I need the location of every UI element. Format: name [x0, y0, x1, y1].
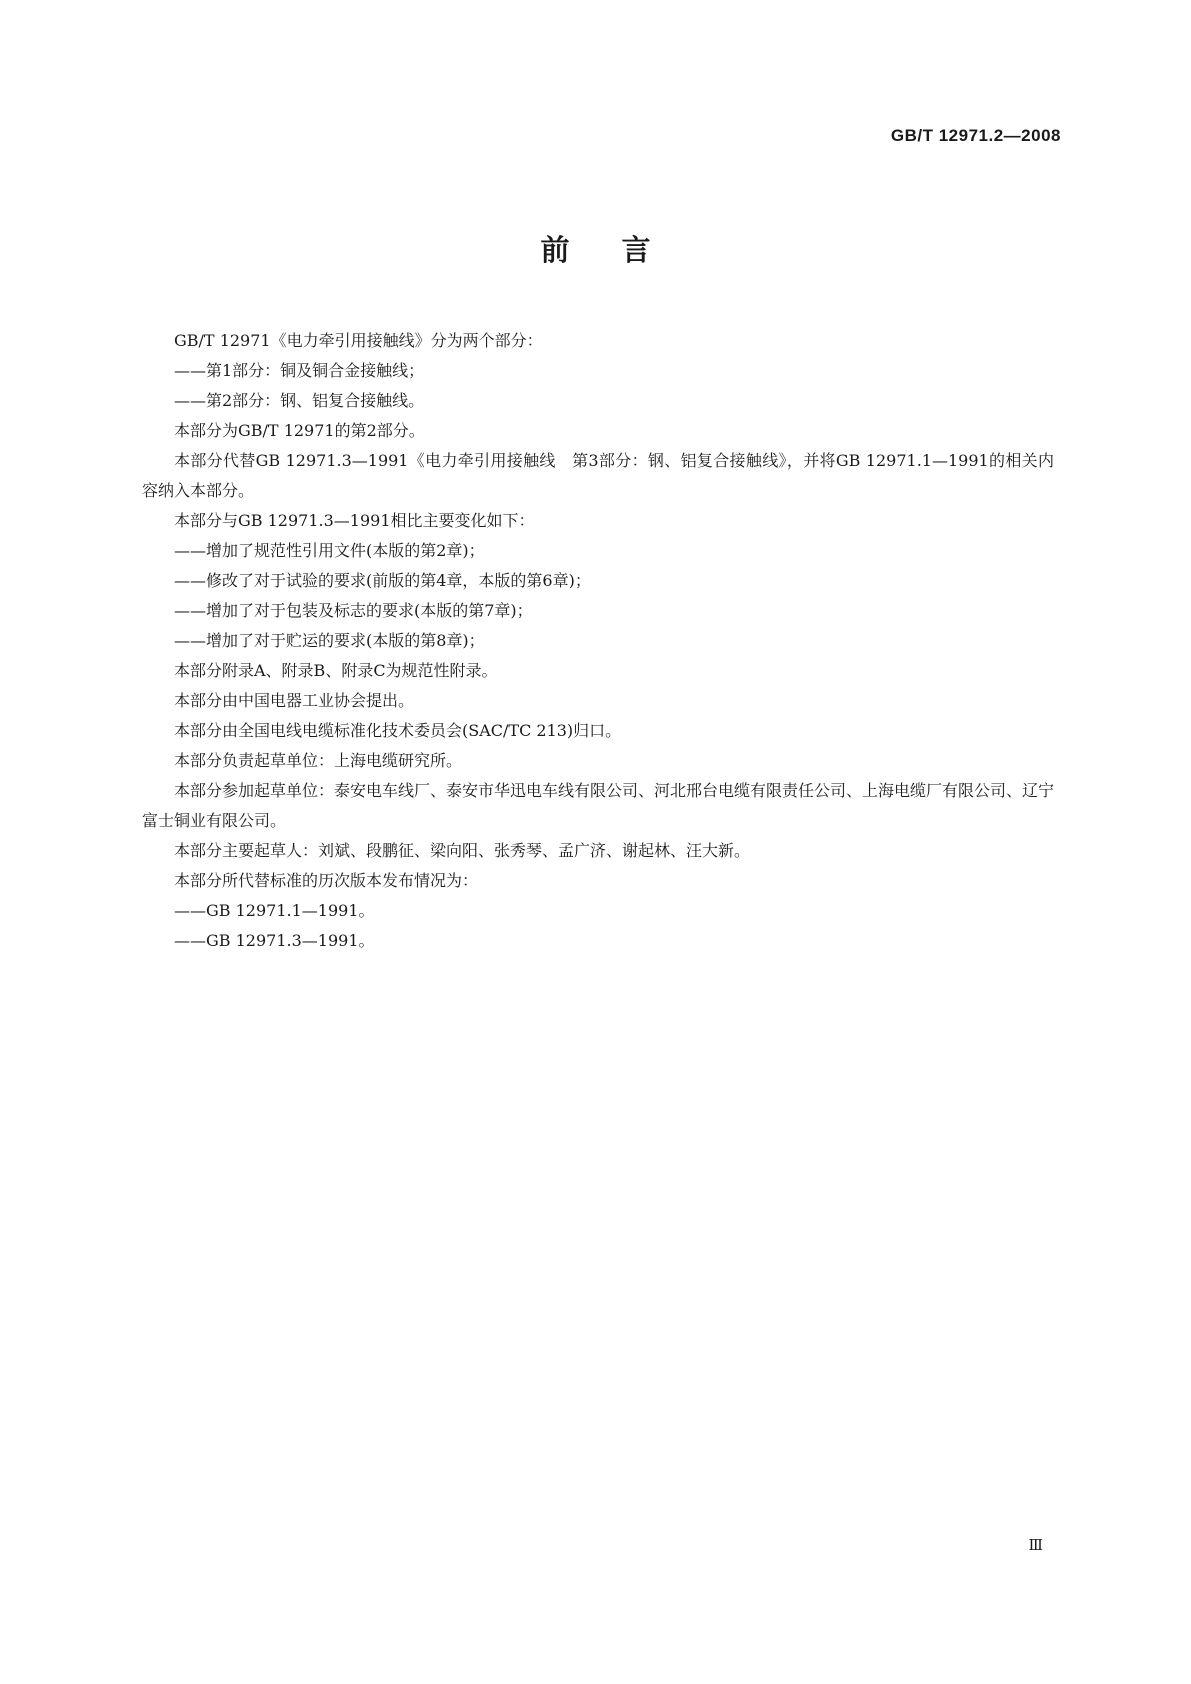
list-item: ——GB 12971.3—1991。	[174, 931, 375, 950]
paragraph: 本部分与GB 12971.3—1991相比主要变化如下：	[174, 511, 535, 530]
list-item: ——第1部分：铜及铜合金接触线；	[174, 361, 425, 380]
paragraph: 本部分参加起草单位：泰安电车线厂、泰安市华迅电车线有限公司、河北邢台电缆有限责任公司、上海电缆厂有限公司、辽宁富士铜业有限公司。	[142, 781, 1055, 830]
paragraph: 本部分附录A、附录B、附录C为规范性附录。	[174, 661, 498, 680]
page-number: Ⅲ	[1028, 1536, 1043, 1554]
paragraph: 本部分代替GB 12971.3—1991《电力牵引用接触线 第3部分：钢、铝复合接触线》，并将GB 12971.1—1991的相关内容纳入本部分。	[142, 451, 1054, 500]
foreword-body	[142, 326, 1054, 956]
list-item: ——修改了对于试验的要求(前版的第4章，本版的第6章)；	[174, 571, 591, 590]
list-item: ——增加了规范性引用文件(本版的第2章)；	[174, 541, 485, 560]
page-title: 前言	[540, 233, 703, 267]
paragraph: 本部分由中国电器工业协会提出。	[174, 691, 415, 710]
paragraph: 本部分所代替标准的历次版本发布情况为：	[174, 871, 479, 890]
paragraph: 本部分由全国电线电缆标准化技术委员会(SAC/TC 213)归口。	[174, 721, 622, 740]
paragraph: 本部分负责起草单位：上海电缆研究所。	[174, 751, 463, 770]
list-item: ——第2部分：钢、铝复合接触线。	[174, 391, 425, 410]
paragraph: 本部分为GB/T 12971的第2部分。	[174, 421, 425, 440]
paragraph: 本部分主要起草人：刘斌、段鹏征、梁向阳、张秀琴、孟广济、谢起林、汪大新。	[174, 841, 751, 860]
list-item: ——GB 12971.1—1991。	[174, 901, 375, 920]
list-item: ——增加了对于贮运的要求(本版的第8章)；	[174, 631, 485, 650]
standard-code: GB/T 12971.2—2008	[890, 126, 1061, 145]
list-item: ——增加了对于包装及标志的要求(本版的第7章)；	[174, 601, 533, 620]
paragraph: GB/T 12971《电力牵引用接触线》分为两个部分：	[174, 331, 543, 350]
